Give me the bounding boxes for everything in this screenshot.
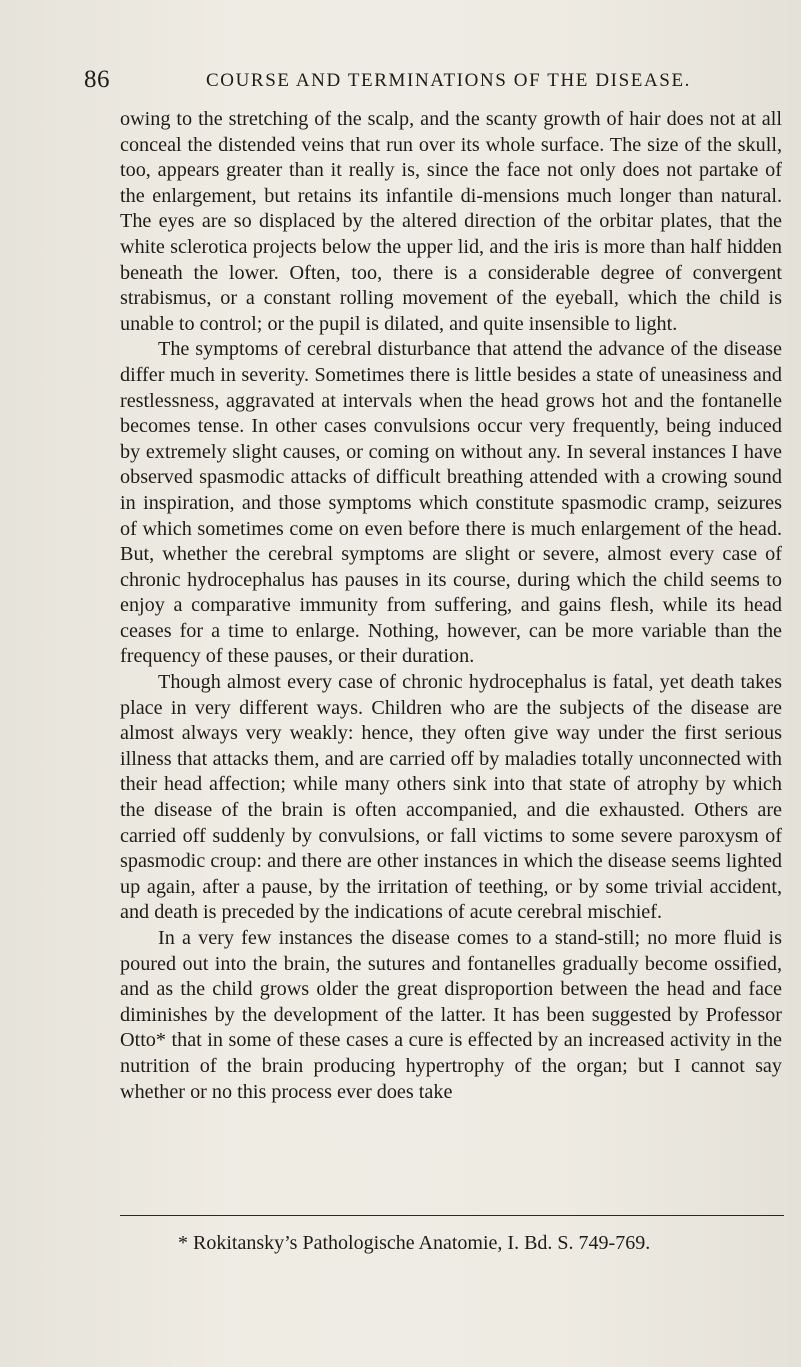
footnote-divider xyxy=(120,1215,784,1216)
paragraph-1: owing to the stretching of the scalp, and the scanty growth of hair does not at all conceal the distended veins that run over its whole surface. The size of the skull, too, appears greater than it really is, since the face not only does not partake of the enlargement, but retains its infantile di-mensions much longer than natural. The eyes are so displaced by the altered direction of the orbitar plates, that the white sclerotica projects below the upper lid, and the iris is more than half hidden beneath the lower. Often, too, there is a considerable degree of convergent strabismus, or a constant rolling movement of the eyeball, which the child is unable to control; or the pupil is dilated, and quite insensible to light. xyxy=(120,108,782,335)
footnote: * Rokitansky’s Pathologische Anatomie, I. Bd. S. 749-769. xyxy=(178,1232,651,1254)
running-title: COURSE AND TERMINATIONS OF THE DISEASE. xyxy=(206,70,692,91)
page-number: 86 xyxy=(84,66,110,93)
page-header xyxy=(84,66,784,96)
body-text xyxy=(120,107,782,1105)
paragraph-3: Though almost every case of chronic hydrocephalus is fatal, yet death takes place in very different ways. Children who are the subjects of the disease are almost always very weakly: hence, they often give way under the first serious illness that attacks them, and are carried off by maladies totally unconnected with their head affection; while many others sink into that state of atrophy by which the disease of the brain is often accompanied, and die exhausted. Others are carried off suddenly by convulsions, or fall victims to some severe paroxysm of spasmodic croup: and there are other instances in which the disease seems lighted up again, after a pause, by the irritation of teething, or by some trivial accident, and death is preceded by the indications of acute cerebral mischief. xyxy=(120,671,782,924)
paragraph-4: In a very few instances the disease comes to a stand-still; no more fluid is poured out into the brain, the sutures and fontanelles gradually become ossified, and as the child grows older the great disproportion between the head and face diminishes by the development of the latter. It has been suggested by Professor Otto* that in some of these cases a cure is effected by an increased activity in the nutrition of the brain producing hypertrophy of the organ; but I cannot say whether or no this process ever does take xyxy=(120,927,782,1103)
paragraph-2: The symptoms of cerebral disturbance that attend the advance of the disease differ much in severity. Sometimes there is little besides a state of uneasiness and restlessness, aggravated at intervals when the head grows hot and the fontanelle becomes tense. In other cases convulsions occur very frequently, being induced by extremely slight causes, or coming on without any. In several instances I have observed spasmodic attacks of difficult breathing attended with a crowing sound in inspiration, and those symptoms which constitute spasmodic cramp, seizures of which sometimes come on even before there is much enlargement of the head. But, whether the cerebral symptoms are slight or severe, almost every case of chronic hydrocephalus has pauses in its course, during which the child seems to enjoy a comparative immunity from suffering, and gains flesh, while its head ceases for a time to enlarge. Nothing, however, can be more variable than the frequency of these pauses, or their duration. xyxy=(120,338,782,668)
